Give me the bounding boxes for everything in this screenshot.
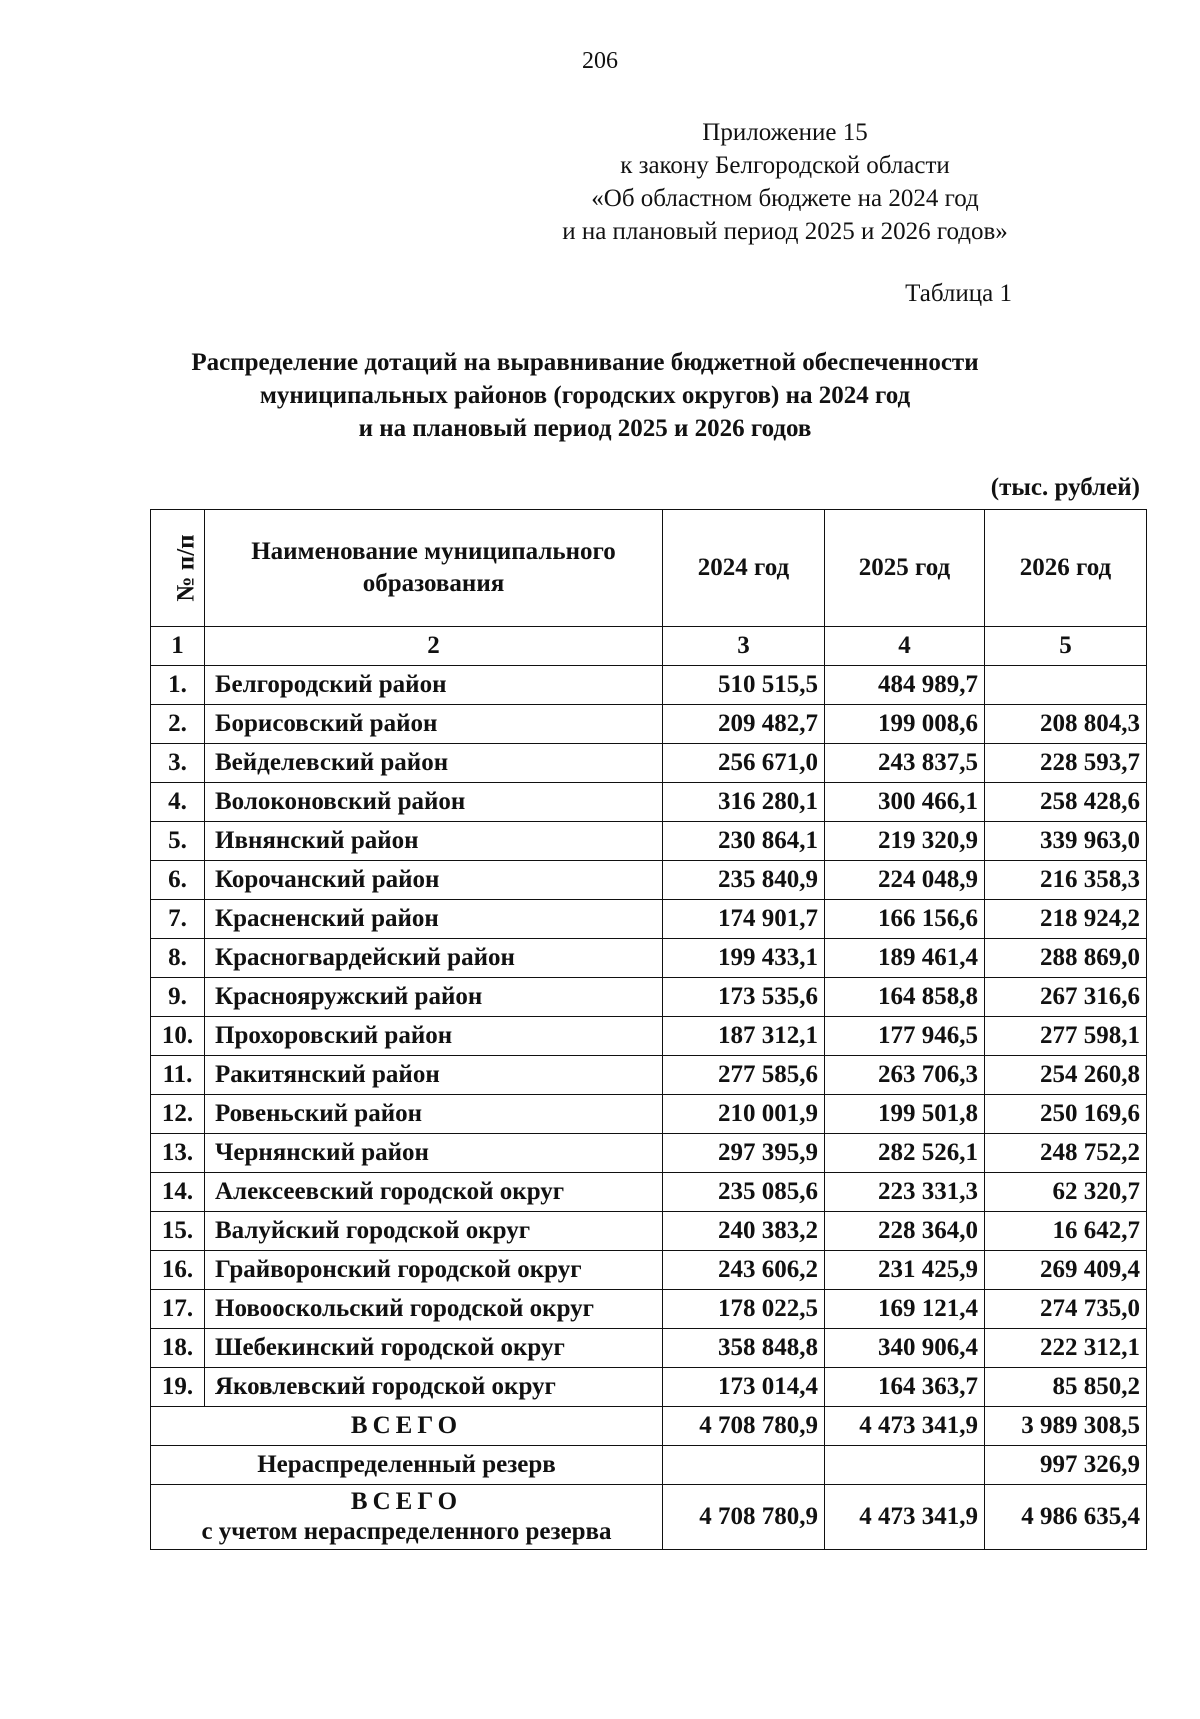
value-2025: 282 526,1	[825, 1134, 985, 1173]
units-label: (тыс. рублей)	[990, 474, 1140, 501]
row-number: 16.	[151, 1251, 205, 1290]
value-2024: 316 280,1	[663, 783, 825, 822]
column-number: 1	[151, 627, 205, 666]
row-number: 5.	[151, 822, 205, 861]
municipality-name: Вейделевский район	[205, 744, 663, 783]
value-2025: 219 320,9	[825, 822, 985, 861]
grand-total-label-line2: с учетом нераспределенного резерва	[201, 1518, 612, 1545]
row-number: 4.	[151, 783, 205, 822]
municipality-name: Ровеньский район	[205, 1095, 663, 1134]
table-row	[151, 822, 1147, 861]
value-2025: 166 156,6	[825, 900, 985, 939]
value-2026: 16 642,7	[985, 1212, 1147, 1251]
table-row	[151, 1329, 1147, 1368]
value-2025: 228 364,0	[825, 1212, 985, 1251]
appendix-line: «Об областном бюджете на 2024 год	[591, 185, 979, 212]
value-2026: 208 804,3	[985, 705, 1147, 744]
appendix-line: и на плановый период 2025 и 2026 годов»	[562, 218, 1008, 245]
reserve-2025	[825, 1446, 985, 1485]
value-2026: 85 850,2	[985, 1368, 1147, 1407]
table-row	[151, 1173, 1147, 1212]
row-number: 6.	[151, 861, 205, 900]
value-2025: 263 706,3	[825, 1056, 985, 1095]
total-2024: 4 708 780,9	[663, 1407, 825, 1446]
table-row	[151, 1017, 1147, 1056]
value-2024: 230 864,1	[663, 822, 825, 861]
value-2024: 235 085,6	[663, 1173, 825, 1212]
value-2024: 210 001,9	[663, 1095, 825, 1134]
header-name: Наименование муниципального образования	[205, 510, 663, 627]
value-2024: 243 606,2	[663, 1251, 825, 1290]
row-number: 17.	[151, 1290, 205, 1329]
reserve-row	[151, 1446, 1147, 1485]
table-row	[151, 978, 1147, 1017]
table-row	[151, 1290, 1147, 1329]
value-2026: 248 752,2	[985, 1134, 1147, 1173]
value-2026: 274 735,0	[985, 1290, 1147, 1329]
municipality-name: Борисовский район	[205, 705, 663, 744]
value-2025: 199 008,6	[825, 705, 985, 744]
table-row	[151, 1251, 1147, 1290]
value-2025: 300 466,1	[825, 783, 985, 822]
value-2024: 173 014,4	[663, 1368, 825, 1407]
appendix-reference	[470, 116, 1100, 248]
value-2026: 288 869,0	[985, 939, 1147, 978]
table-body	[151, 510, 1147, 1550]
value-2024: 358 848,8	[663, 1329, 825, 1368]
table-row	[151, 1368, 1147, 1407]
value-2026: 216 358,3	[985, 861, 1147, 900]
value-2026: 339 963,0	[985, 822, 1147, 861]
subsidy-table	[150, 509, 1147, 1550]
value-2025: 231 425,9	[825, 1251, 985, 1290]
table-row	[151, 783, 1147, 822]
grand-total-row	[151, 1485, 1147, 1550]
column-number: 2	[205, 627, 663, 666]
value-2024: 178 022,5	[663, 1290, 825, 1329]
municipality-name: Красногвардейский район	[205, 939, 663, 978]
value-2025: 484 989,7	[825, 666, 985, 705]
page-number: 206	[582, 48, 618, 74]
value-2024: 235 840,9	[663, 861, 825, 900]
value-2024: 209 482,7	[663, 705, 825, 744]
municipality-name: Ракитянский район	[205, 1056, 663, 1095]
table-row	[151, 1134, 1147, 1173]
municipality-name: Яковлевский городской округ	[205, 1368, 663, 1407]
value-2026: 218 924,2	[985, 900, 1147, 939]
grand-total-2025: 4 473 341,9	[825, 1485, 985, 1550]
appendix-line: Приложение 15	[702, 119, 868, 146]
value-2024: 240 383,2	[663, 1212, 825, 1251]
value-2024: 199 433,1	[663, 939, 825, 978]
value-2025: 164 858,8	[825, 978, 985, 1017]
column-number: 5	[985, 627, 1147, 666]
value-2026: 277 598,1	[985, 1017, 1147, 1056]
grand-total-2024: 4 708 780,9	[663, 1485, 825, 1550]
value-2025: 223 331,3	[825, 1173, 985, 1212]
row-number: 10.	[151, 1017, 205, 1056]
municipality-name: Новооскольский городской округ	[205, 1290, 663, 1329]
municipality-name: Прохоровский район	[205, 1017, 663, 1056]
reserve-2024	[663, 1446, 825, 1485]
row-number: 18.	[151, 1329, 205, 1368]
value-2024: 256 671,0	[663, 744, 825, 783]
column-number: 4	[825, 627, 985, 666]
appendix-line: к закону Белгородской области	[620, 152, 950, 179]
municipality-name: Шебекинский городской округ	[205, 1329, 663, 1368]
value-2026: 269 409,4	[985, 1251, 1147, 1290]
column-number: 3	[663, 627, 825, 666]
reserve-label: Нераспределенный резерв	[151, 1446, 663, 1485]
value-2026: 228 593,7	[985, 744, 1147, 783]
row-number: 3.	[151, 744, 205, 783]
table-row	[151, 900, 1147, 939]
row-number: 19.	[151, 1368, 205, 1407]
grand-total-2026: 4 986 635,4	[985, 1485, 1147, 1550]
grand-total-label	[151, 1485, 663, 1550]
header-num-cell	[151, 510, 205, 627]
value-2024: 297 395,9	[663, 1134, 825, 1173]
column-number-row	[151, 627, 1147, 666]
municipality-name: Грайворонский городской округ	[205, 1251, 663, 1290]
value-2025: 164 363,7	[825, 1368, 985, 1407]
table-row	[151, 1212, 1147, 1251]
value-2024: 277 585,6	[663, 1056, 825, 1095]
row-number: 7.	[151, 900, 205, 939]
table-header-row	[151, 510, 1147, 627]
title-line: Распределение дотаций на выравнивание бюджетной обеспеченности	[191, 349, 979, 376]
municipality-name: Ивнянский район	[205, 822, 663, 861]
value-2026: 258 428,6	[985, 783, 1147, 822]
row-number: 2.	[151, 705, 205, 744]
value-2025: 340 906,4	[825, 1329, 985, 1368]
header-num: № п/п	[172, 534, 200, 602]
total-row	[151, 1407, 1147, 1446]
title-line: муниципальных районов (городских округов) на 2024 год	[259, 382, 911, 409]
table-row	[151, 744, 1147, 783]
header-2024: 2024 год	[663, 510, 825, 627]
total-2026: 3 989 308,5	[985, 1407, 1147, 1446]
value-2026: 62 320,7	[985, 1173, 1147, 1212]
value-2026: 250 169,6	[985, 1095, 1147, 1134]
value-2024: 174 901,7	[663, 900, 825, 939]
row-number: 12.	[151, 1095, 205, 1134]
table-row	[151, 1095, 1147, 1134]
municipality-name: Валуйский городской округ	[205, 1212, 663, 1251]
value-2025: 177 946,5	[825, 1017, 985, 1056]
value-2024: 510 515,5	[663, 666, 825, 705]
municipality-name: Краснояружский район	[205, 978, 663, 1017]
table-row	[151, 939, 1147, 978]
value-2024: 187 312,1	[663, 1017, 825, 1056]
value-2025: 243 837,5	[825, 744, 985, 783]
total-label: ВСЕГО	[151, 1407, 663, 1446]
municipality-name: Волоконовский район	[205, 783, 663, 822]
row-number: 11.	[151, 1056, 205, 1095]
row-number: 8.	[151, 939, 205, 978]
value-2025: 189 461,4	[825, 939, 985, 978]
reserve-2026: 997 326,9	[985, 1446, 1147, 1485]
value-2026: 254 260,8	[985, 1056, 1147, 1095]
title-line: и на плановый период 2025 и 2026 годов	[358, 415, 812, 442]
municipality-name: Белгородский район	[205, 666, 663, 705]
municipality-name: Корочанский район	[205, 861, 663, 900]
table-row	[151, 861, 1147, 900]
row-number: 1.	[151, 666, 205, 705]
row-number: 15.	[151, 1212, 205, 1251]
value-2026	[985, 666, 1147, 705]
table-row	[151, 1056, 1147, 1095]
value-2024: 173 535,6	[663, 978, 825, 1017]
municipality-name: Алексеевский городской округ	[205, 1173, 663, 1212]
table-row	[151, 666, 1147, 705]
row-number: 13.	[151, 1134, 205, 1173]
municipality-name: Красненский район	[205, 900, 663, 939]
header-2026: 2026 год	[985, 510, 1147, 627]
document-title	[140, 346, 1030, 445]
total-2025: 4 473 341,9	[825, 1407, 985, 1446]
value-2025: 199 501,8	[825, 1095, 985, 1134]
grand-total-label-line1: ВСЕГО	[350, 1488, 463, 1515]
table-row	[151, 705, 1147, 744]
header-2025: 2025 год	[825, 510, 985, 627]
row-number: 9.	[151, 978, 205, 1017]
table-label: Таблица 1	[905, 280, 1012, 307]
value-2025: 224 048,9	[825, 861, 985, 900]
value-2025: 169 121,4	[825, 1290, 985, 1329]
value-2026: 267 316,6	[985, 978, 1147, 1017]
row-number: 14.	[151, 1173, 205, 1212]
value-2026: 222 312,1	[985, 1329, 1147, 1368]
municipality-name: Чернянский район	[205, 1134, 663, 1173]
